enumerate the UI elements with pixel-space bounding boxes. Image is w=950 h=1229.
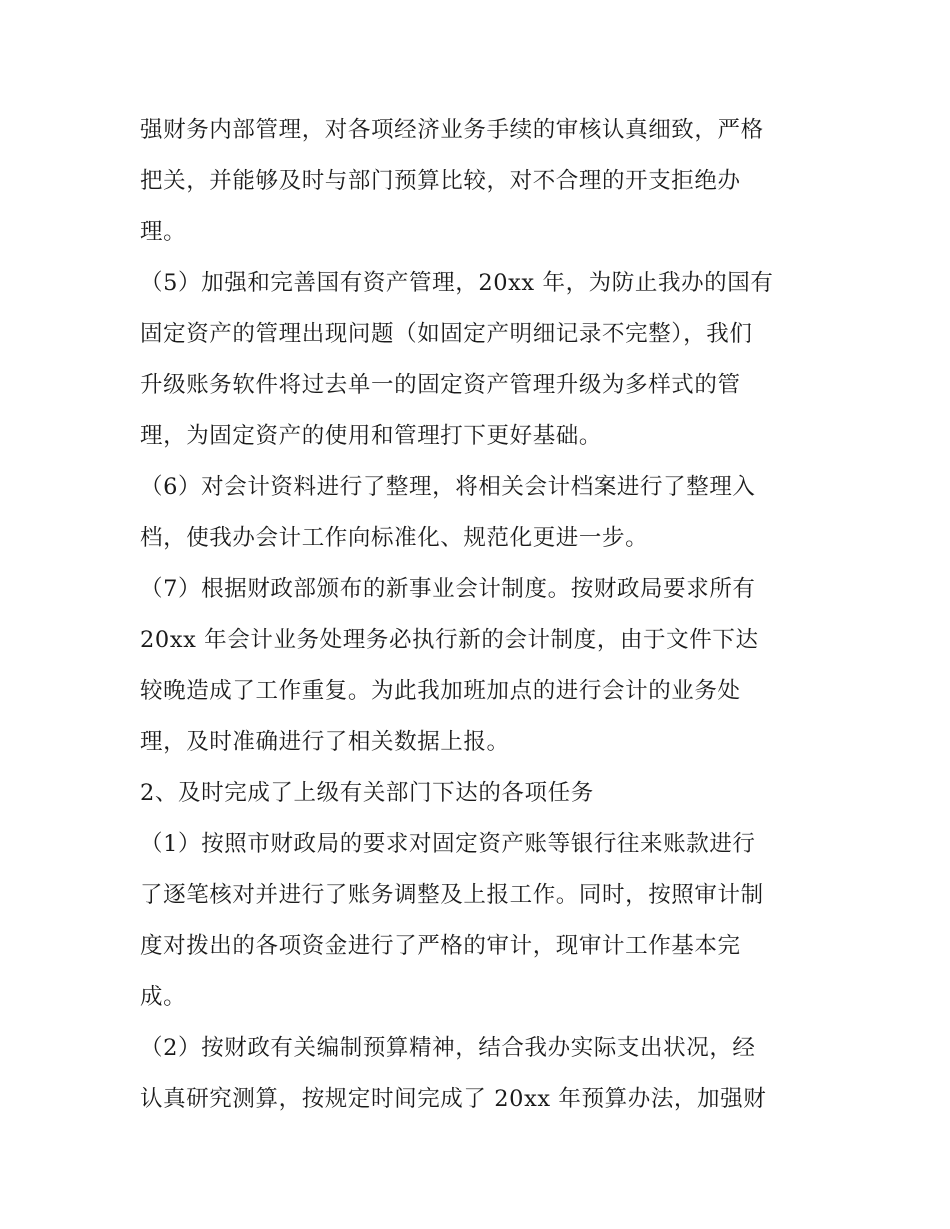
text-line: 度对拨出的各项资金进行了严格的审计，现审计工作基本完: [140, 933, 741, 959]
text-line: 把关，并能够及时与部门预算比较，对不合理的开支拒绝办: [140, 168, 741, 194]
text-line: 升级账务软件将过去单一的固定资产管理升级为多样式的管: [140, 372, 741, 398]
document-body: [140, 108, 830, 1128]
text-line: 固定资产的管理出现问题（如固定产明细记录不完整），我们: [140, 321, 753, 347]
text-line: 理，为固定资产的使用和管理打下更好基础。: [140, 423, 603, 449]
text-line: 20xx 年会计业务处理务必执行新的会计制度，由于文件下达: [140, 627, 759, 653]
text-line: 认真研究测算，按规定时间完成了 20xx 年预算办法，加强财: [140, 1086, 767, 1112]
text-line: 理，及时准确进行了相关数据上报。: [140, 729, 510, 755]
text-line: （2）按财政有关编制预算精神，结合我办实际支出状况，经: [140, 1035, 756, 1061]
text-line: （7）根据财政部颁布的新事业会计制度。按财政局要求所有: [140, 576, 756, 602]
text-line: 档，使我办会计工作向标准化、规范化更进一步。: [140, 525, 649, 551]
text-line: 较晚造成了工作重复。为此我加班加点的进行会计的业务处: [140, 678, 741, 704]
section-heading: 2、及时完成了上级有关部门下达的各项任务: [140, 780, 594, 806]
text-line: 了逐笔核对并进行了账务调整及上报工作。同时，按照审计制: [140, 882, 764, 908]
text-line: （1）按照市财政局的要求对固定资产账等银行往来账款进行: [140, 831, 756, 857]
text-line: 成。: [140, 984, 187, 1010]
text-line: 理。: [140, 219, 187, 245]
text-line: 强财务内部管理，对各项经济业务手续的审核认真细致，严格: [140, 117, 764, 143]
text-line: （5）加强和完善国有资产管理，20xx 年，为防止我办的国有: [140, 270, 774, 296]
text-line: （6）对会计资料进行了整理，将相关会计档案进行了整理入: [140, 474, 756, 500]
